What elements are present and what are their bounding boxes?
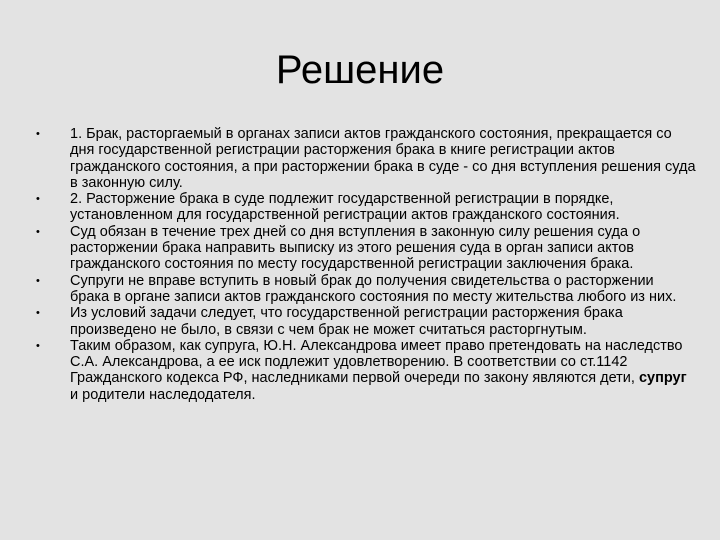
list-item-text: Из условий задачи следует, что государственной регистрации расторжения брака произведено не было, в связи с чем брак не может считаться расторгнутым. [70, 305, 623, 338]
bullet-marker: • [36, 307, 40, 320]
list-item-text: 2. Расторжение брака в суде подлежит государственной регистрации в порядке, установленном для государственной регистрации актов гражданского состояния. [70, 191, 620, 224]
slide-title: Решение [275, 48, 445, 92]
list-item-text: Суд обязан в течение трех дней со дня вступления в законную силу решения суда о расторжении брака направить выписку из этого решения суда в орган записи актов гражданского состояния по месту государственной регистрации заключения брака. [70, 223, 641, 273]
bullet-marker: • [36, 339, 40, 352]
list-item-text: 1. Брак, расторгаемый в органах записи актов гражданского состояния, прекращается со дня государственной регистрации расторжения брака в книге регистрации актов гражданского состояния, а при расторжении брака в суде - со дня вступления решения суда в законную силу. [70, 126, 696, 191]
list-item-text: Супруги не вправе вступить в новый брак до получения свидетельства о расторжении брака в органе записи актов гражданского состояния по месту жительства любого из них. [70, 272, 677, 305]
text-segment: и родители наследодателя. [70, 386, 256, 403]
text-segment: Таким образом, как супруга, Ю.Н. Александрова имеет право претендовать на наследство С.А. Александрова, а ее иск подлежит удовлетворению. В соответствии со ст.1142 Гражданского кодекса РФ, наследниками первой очереди по закону являются дети, [70, 337, 683, 387]
list-item [36, 273, 696, 306]
list-item [36, 126, 696, 191]
list-item [36, 224, 696, 273]
bold-term: супруг [638, 370, 687, 387]
list-item [36, 191, 696, 224]
bullet-marker: • [36, 274, 40, 287]
bullet-marker: • [36, 225, 40, 238]
bullet-marker: • [36, 193, 40, 206]
list-item [36, 338, 696, 403]
bullet-list [36, 126, 696, 403]
list-item [36, 305, 696, 338]
bullet-marker: • [36, 128, 40, 140]
list-item-text [70, 338, 687, 403]
